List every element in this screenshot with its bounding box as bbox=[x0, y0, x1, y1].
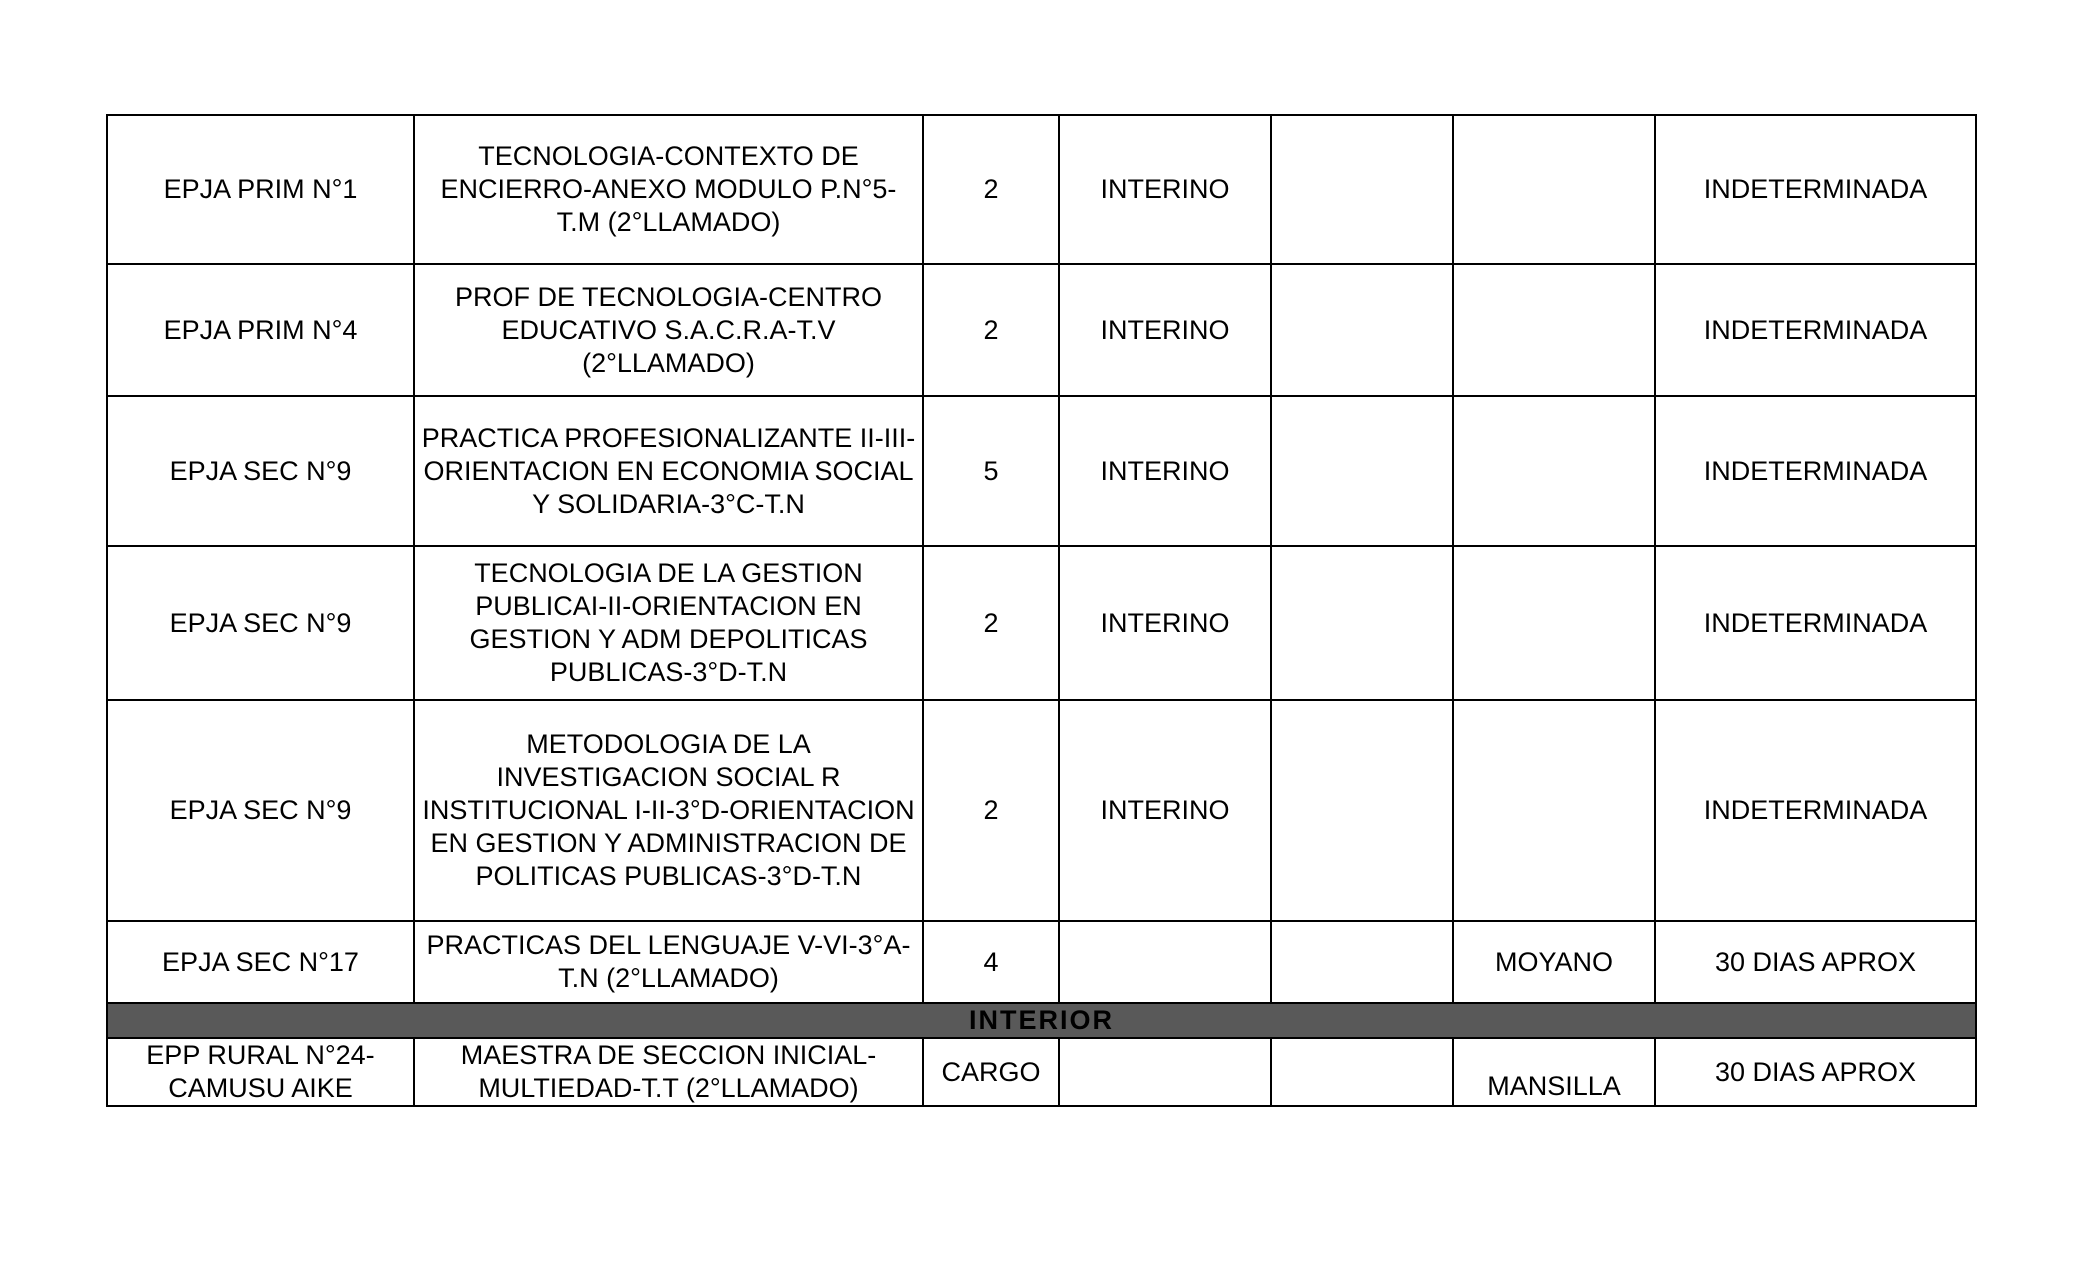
duration-cell: INDETERMINADA bbox=[1655, 700, 1976, 921]
subject-cell: PRACTICAS DEL LENGUAJE V-VI-3°A-T.N (2°LLAMADO) bbox=[414, 921, 923, 1003]
hours-cell: 2 bbox=[923, 546, 1059, 700]
subject-cell: TECNOLOGIA DE LA GESTION PUBLICAI-II-ORIENTACION EN GESTION Y ADM DEPOLITICAS PUBLICAS-3°D-T.N bbox=[414, 546, 923, 700]
name-cell bbox=[1453, 546, 1655, 700]
table-row bbox=[107, 921, 1976, 1003]
hours-cell: 2 bbox=[923, 700, 1059, 921]
name-cell: MOYANO bbox=[1453, 921, 1655, 1003]
school-cell: EPJA SEC N°9 bbox=[107, 700, 414, 921]
status-cell bbox=[1059, 1038, 1271, 1106]
hours-cell: 5 bbox=[923, 396, 1059, 546]
table-row bbox=[107, 1038, 1976, 1106]
table-row bbox=[107, 264, 1976, 396]
section-header-row bbox=[107, 1003, 1976, 1038]
table-row bbox=[107, 396, 1976, 546]
table-row bbox=[107, 115, 1976, 264]
hours-cell: 4 bbox=[923, 921, 1059, 1003]
section-header: INTERIOR bbox=[107, 1003, 1976, 1038]
school-cell: EPJA PRIM N°4 bbox=[107, 264, 414, 396]
vacancy-table bbox=[106, 114, 1977, 1107]
status-cell bbox=[1059, 921, 1271, 1003]
status-cell: INTERINO bbox=[1059, 700, 1271, 921]
status-cell: INTERINO bbox=[1059, 115, 1271, 264]
subject-cell: PRACTICA PROFESIONALIZANTE II-III-ORIENTACION EN ECONOMIA SOCIAL Y SOLIDARIA-3°C-T.N bbox=[414, 396, 923, 546]
school-cell: EPJA SEC N°9 bbox=[107, 396, 414, 546]
subject-cell: MAESTRA DE SECCION INICIAL-MULTIEDAD-T.T (2°LLAMADO) bbox=[414, 1038, 923, 1106]
empty-cell bbox=[1271, 115, 1453, 264]
table-row bbox=[107, 546, 1976, 700]
name-cell bbox=[1453, 264, 1655, 396]
hours-cell: CARGO bbox=[923, 1038, 1059, 1106]
status-cell: INTERINO bbox=[1059, 396, 1271, 546]
duration-cell: 30 DIAS APROX bbox=[1655, 921, 1976, 1003]
name-cell bbox=[1453, 396, 1655, 546]
duration-cell: INDETERMINADA bbox=[1655, 264, 1976, 396]
school-cell: EPJA PRIM N°1 bbox=[107, 115, 414, 264]
empty-cell bbox=[1271, 546, 1453, 700]
status-cell: INTERINO bbox=[1059, 264, 1271, 396]
school-cell: EPP RURAL N°24-CAMUSU AIKE bbox=[107, 1038, 414, 1106]
status-cell: INTERINO bbox=[1059, 546, 1271, 700]
table-row bbox=[107, 700, 1976, 921]
duration-cell: 30 DIAS APROX bbox=[1655, 1038, 1976, 1106]
name-cell bbox=[1453, 115, 1655, 264]
hours-cell: 2 bbox=[923, 115, 1059, 264]
empty-cell bbox=[1271, 700, 1453, 921]
duration-cell: INDETERMINADA bbox=[1655, 546, 1976, 700]
subject-cell: PROF DE TECNOLOGIA-CENTRO EDUCATIVO S.A.C.R.A-T.V (2°LLAMADO) bbox=[414, 264, 923, 396]
hours-cell: 2 bbox=[923, 264, 1059, 396]
empty-cell bbox=[1271, 1038, 1453, 1106]
subject-cell: METODOLOGIA DE LA INVESTIGACION SOCIAL R INSTITUCIONAL I-II-3°D-ORIENTACION EN GESTION Y ADMINISTRACION DE POLITICAS PUBLICAS-3°D-T.N bbox=[414, 700, 923, 921]
duration-cell: INDETERMINADA bbox=[1655, 396, 1976, 546]
duration-cell: INDETERMINADA bbox=[1655, 115, 1976, 264]
school-cell: EPJA SEC N°17 bbox=[107, 921, 414, 1003]
school-cell: EPJA SEC N°9 bbox=[107, 546, 414, 700]
name-cell bbox=[1453, 700, 1655, 921]
subject-cell: TECNOLOGIA-CONTEXTO DE ENCIERRO-ANEXO MODULO P.N°5-T.M (2°LLAMADO) bbox=[414, 115, 923, 264]
name-cell: MANSILLA bbox=[1453, 1038, 1655, 1106]
empty-cell bbox=[1271, 921, 1453, 1003]
empty-cell bbox=[1271, 264, 1453, 396]
empty-cell bbox=[1271, 396, 1453, 546]
